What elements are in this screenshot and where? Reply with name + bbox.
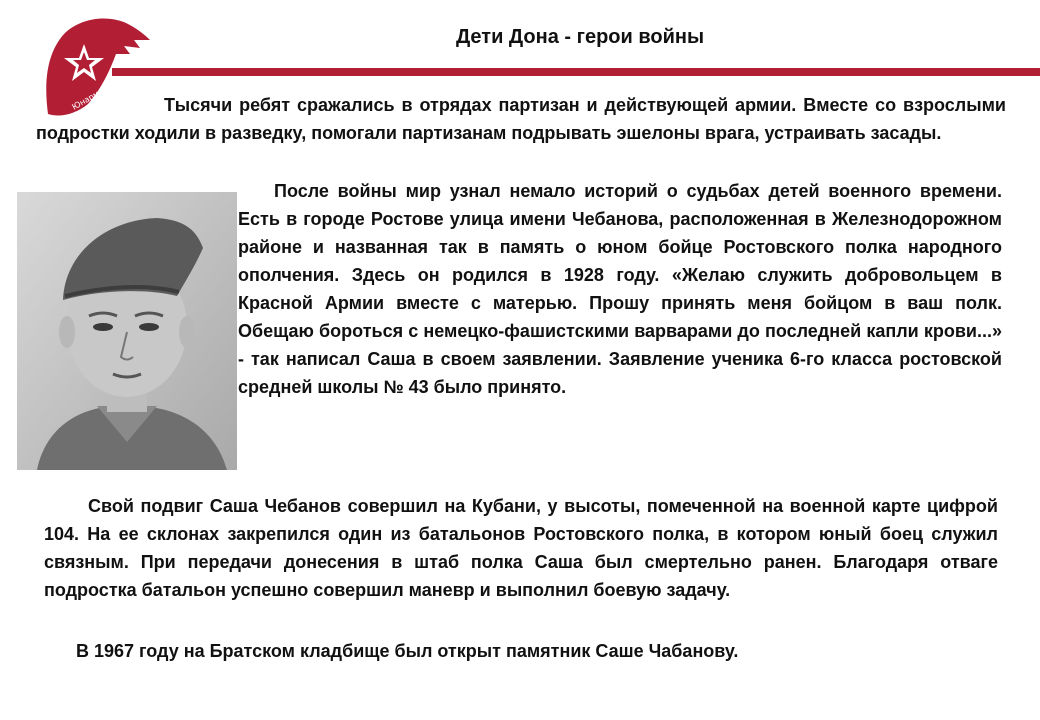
page-title: Дети Дона - герои войны — [455, 26, 705, 48]
memorial-paragraph: В 1967 году на Братском кладбище был открыт памятник Саше Чабанову. — [76, 641, 739, 661]
feat-paragraph: Свой подвиг Саша Чебанов совершил на Кубани, у высоты, помеченной на военной карте цифрой 104. На ее склонах закрепился один из батальонов Ростовского полка, в котором юный боец служил связным. При передачи донесения в штаб полка Саша был смертельно ранен. Благодаря отваге подростка батальон успешно совершил маневр и выполнил боевую задачу. — [44, 496, 998, 600]
title-divider — [112, 68, 1040, 76]
intro-paragraph: Тысячи ребят сражались в отрядах партизан и действующей армии. Вместе со взрослыми подростки ходили в разведку, помогали партизанам подрывать эшелоны врага, устраивать засады. — [36, 95, 1006, 143]
story-paragraph: После войны мир узнал немало историй о судьбах детей военного времени. Есть в городе Ростове улица имени Чебанова, расположенная в Железнодорожном районе и названная так в память о юном бойце Ростовского полка народного ополчения. Здесь он родился в 1928 году. «Желаю служить добровольцем в Красной Армии вместе с матерью. Прошу принять меня бойцом в ваш полк. Обещаю бороться с немецко-фашистскими варварами до последней капли крови...» - так написал Саша в своем заявлении. Заявление ученика 6-го класса ростовской средней школы № 43 было принято. — [238, 181, 1002, 397]
portrait-photo — [17, 192, 237, 470]
svg-text:Юнармия: Юнармия — [70, 83, 110, 112]
